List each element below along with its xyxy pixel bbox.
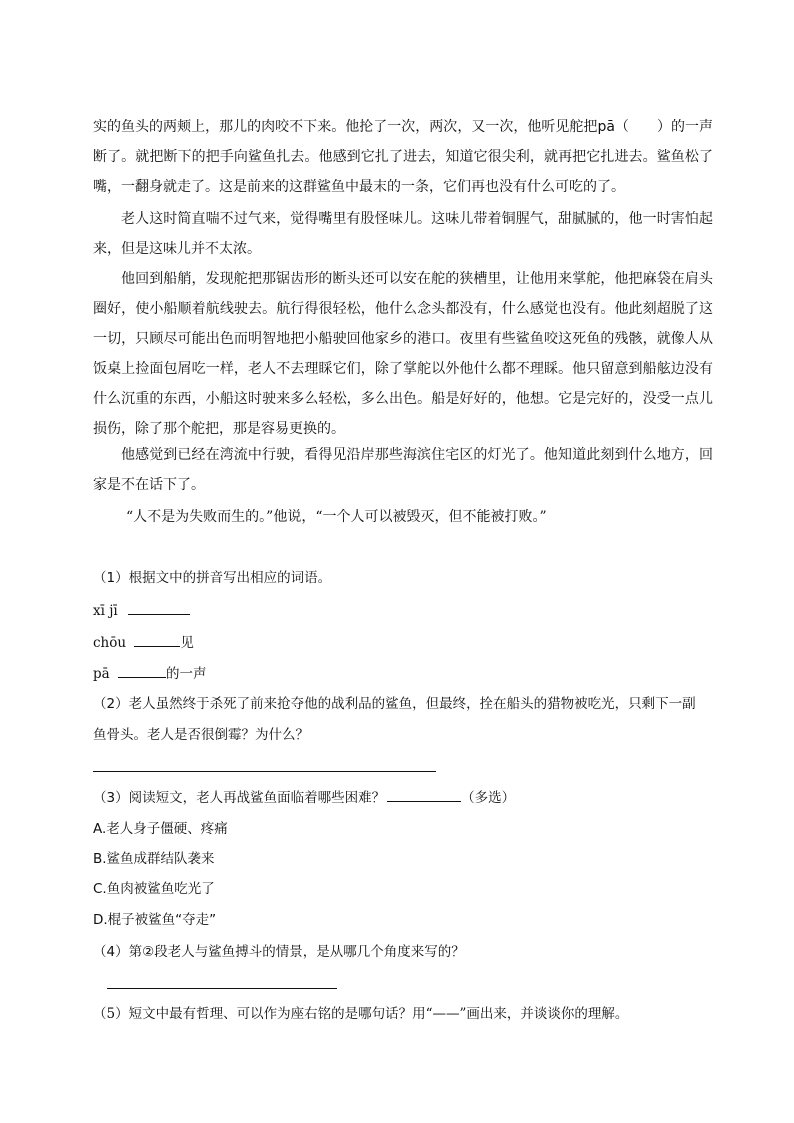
question-3-option-d: D.棍子被鲨鱼“夺走” [93,912,217,928]
question-5-stem: （5）短文中最有哲理、可以作为座右铭的是哪句话？用“——”画出来，并谈谈你的理解。 [93,1006,629,1022]
question-1-stem: （1）根据文中的拼音写出相应的词语。 [93,570,332,586]
question-1-item-3-pinyin: pā [93,666,110,682]
question-2-answer-line[interactable] [93,771,436,772]
question-1-item-2-suffix: 见 [180,635,194,651]
question-2-line-1: （2）老人虽然终于杀死了前来抢夺他的战利品的鲨鱼，但最终，拴在船头的猎物被吃光，只剩下一副 [93,696,696,712]
question-1-item-1-pinyin: xī jī [93,603,118,619]
question-1-item-3 [93,663,207,684]
passage-paragraph-4: 他感觉到已经在湾流中行驶，看得见沿岸那些海滨住宅区的灯光了。他知道此刻到什么地方，回家是不在话下了。 [93,447,713,493]
answer-blank-1[interactable] [128,600,190,615]
question-1-item-1 [93,600,190,621]
question-4-answer-line[interactable] [107,988,337,989]
passage-paragraph-3: 他回到船艄，发现舵把那锯齿形的断头还可以安在舵的狭槽里，让他用来掌舵，他把麻袋在肩头圈好，使小船顺着航线驶去。航行得很轻松，他什么念头都没有，什么感觉也没有。他此刻超脱了这一切，只顾尽可能出色而明智地把小船驶回他家乡的港口。夜里有些鲨鱼咬这死鱼的残骸，就像人从饭桌上捡面包屑吃一样，老人不去理睬它们，除了掌舵以外他什么都不理睬。他只留意到船舷边没有什么沉重的东西，小船这时驶来多么轻松，多么出色。船是好好的，他想。它是完好的，没受一点儿损伤，除了那个舵把，那是容易更换的。 [93,271,713,437]
question-1-item-2-pinyin: chōu [93,635,127,651]
answer-blank-3[interactable] [118,663,166,678]
question-1-item-3-suffix: 的一声 [166,666,207,682]
answer-blank-2[interactable] [134,632,180,647]
answer-blank-q3[interactable] [387,787,461,802]
passage-paragraph-1: 实的鱼头的两颊上，那儿的肉咬不下来。他抡了一次，两次，又一次，他听见舵把pā（ ）的一声断了。就把断下的把手向鲨鱼扎去。他感到它扎了进去，知道它很尖利，就再把它扎进去。鲨鱼松了嘴，一翻身就走了。这是前来的这群鲨鱼中最末的一条，它们再也没有什么可吃的了。 [93,119,713,195]
question-3-suffix: （多选） [461,790,516,806]
question-3-option-c: C.鱼肉被鲨鱼吃光了 [93,881,215,897]
passage-quote: “人不是为失败而生的。”他说，“一个人可以被毁灭，但不能被打败。” [126,509,547,525]
question-4-stem: （4）第②段老人与鲨鱼搏斗的情景，是从哪几个角度来写的？ [93,944,465,960]
question-1-item-2 [93,632,194,653]
question-2-line-2: 鱼骨头。老人是否很倒霉？为什么？ [93,727,309,743]
question-3-stem-text: （3）阅读短文，老人再战鲨鱼面临着哪些困难？ [93,790,386,806]
question-3-option-b: B.鲨鱼成群结队袭来 [93,851,215,867]
question-3-stem [93,787,515,808]
question-3-option-a: A.老人身子僵硬、疼痛 [93,821,228,837]
passage-paragraph-2: 老人这时简直喘不过气来，觉得嘴里有股怪味儿。这味儿带着铜腥气，甜腻腻的，他一时害怕起来，但是这味儿并不太浓。 [93,211,713,257]
